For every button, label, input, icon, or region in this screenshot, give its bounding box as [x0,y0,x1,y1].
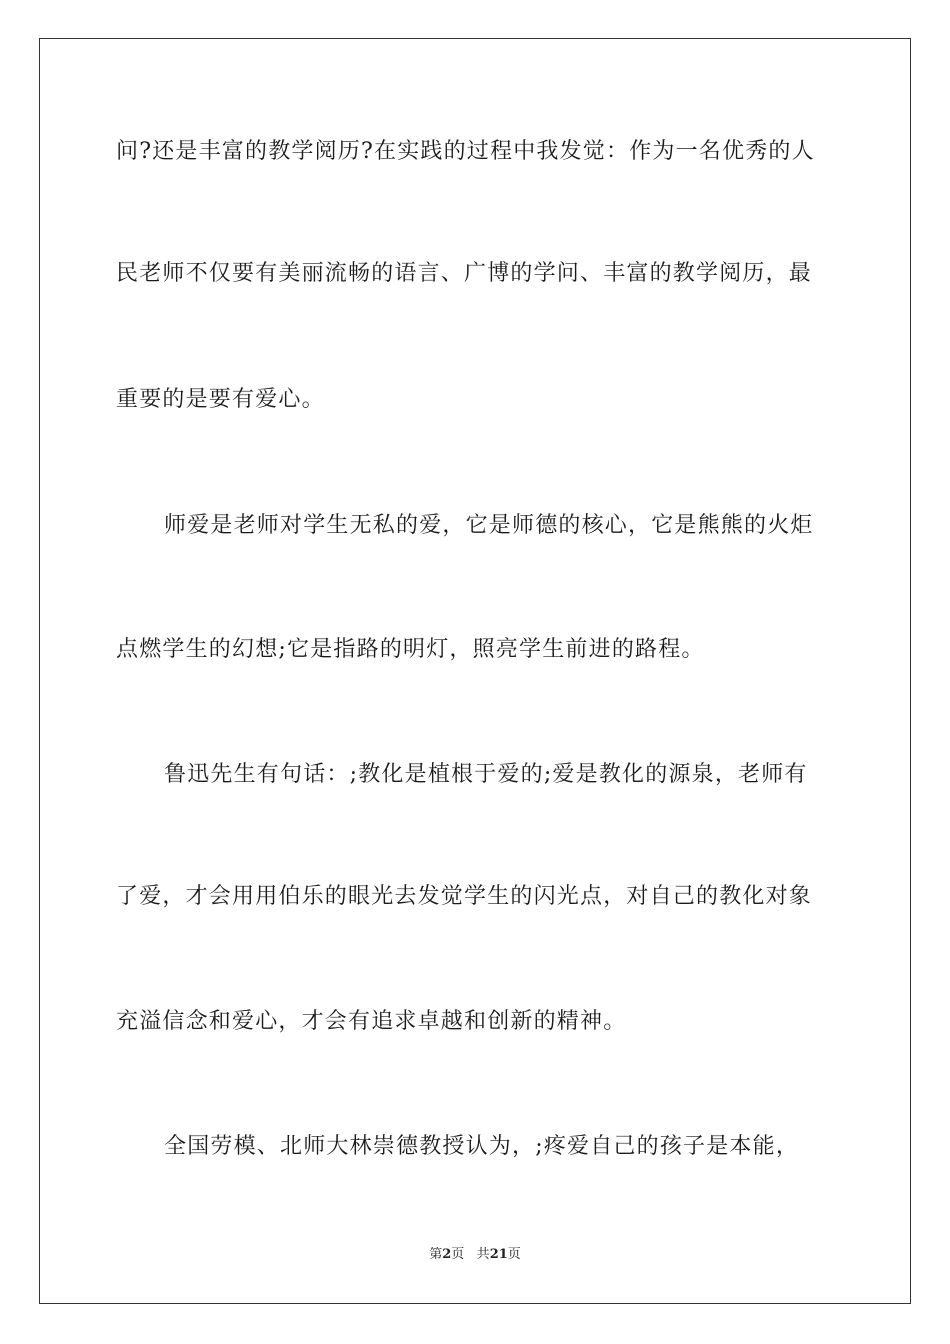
paragraph-line-2: 民老师不仅要有美丽流畅的语言、广博的学问、丰富的教学阅历，最 [116,261,813,286]
paragraph-line-9: 全国劳模、北师大林崇德教授认为，;疼爱自己的孩子是本能， [164,1134,800,1159]
paragraph-line-6: 鲁迅先生有句话：;教化是植根于爱的;爱是教化的源泉，老师有 [164,762,808,787]
paragraph-line-4: 师爱是老师对学生无私的爱，它是师德的核心，它是熊熊的火炬 [164,513,814,538]
total-suffix: 页 [507,1247,521,1262]
page-footer [0,1246,950,1264]
total-pages: 21 [489,1247,508,1262]
total-prefix: 共 [476,1247,490,1262]
page-number: 2 [442,1247,452,1262]
page-prefix: 第 [429,1247,443,1262]
paragraph-line-7: 了爱，才会用用伯乐的眼光去发觉学生的闪光点，对自己的教化对象 [116,884,813,909]
page-suffix: 页 [451,1247,465,1262]
paragraph-line-3: 重要的是要有爱心。 [116,387,325,412]
paragraph-line-1: 问?还是丰富的教学阅历?在实践的过程中我发觉：作为一名优秀的人 [116,139,815,164]
paragraph-line-5: 点燃学生的幻想;它是指路的明灯，照亮学生前进的路程。 [116,637,705,662]
paragraph-line-8: 充溢信念和爱心，才会有追求卓越和创新的精神。 [116,1009,627,1034]
page-border [39,38,911,1304]
